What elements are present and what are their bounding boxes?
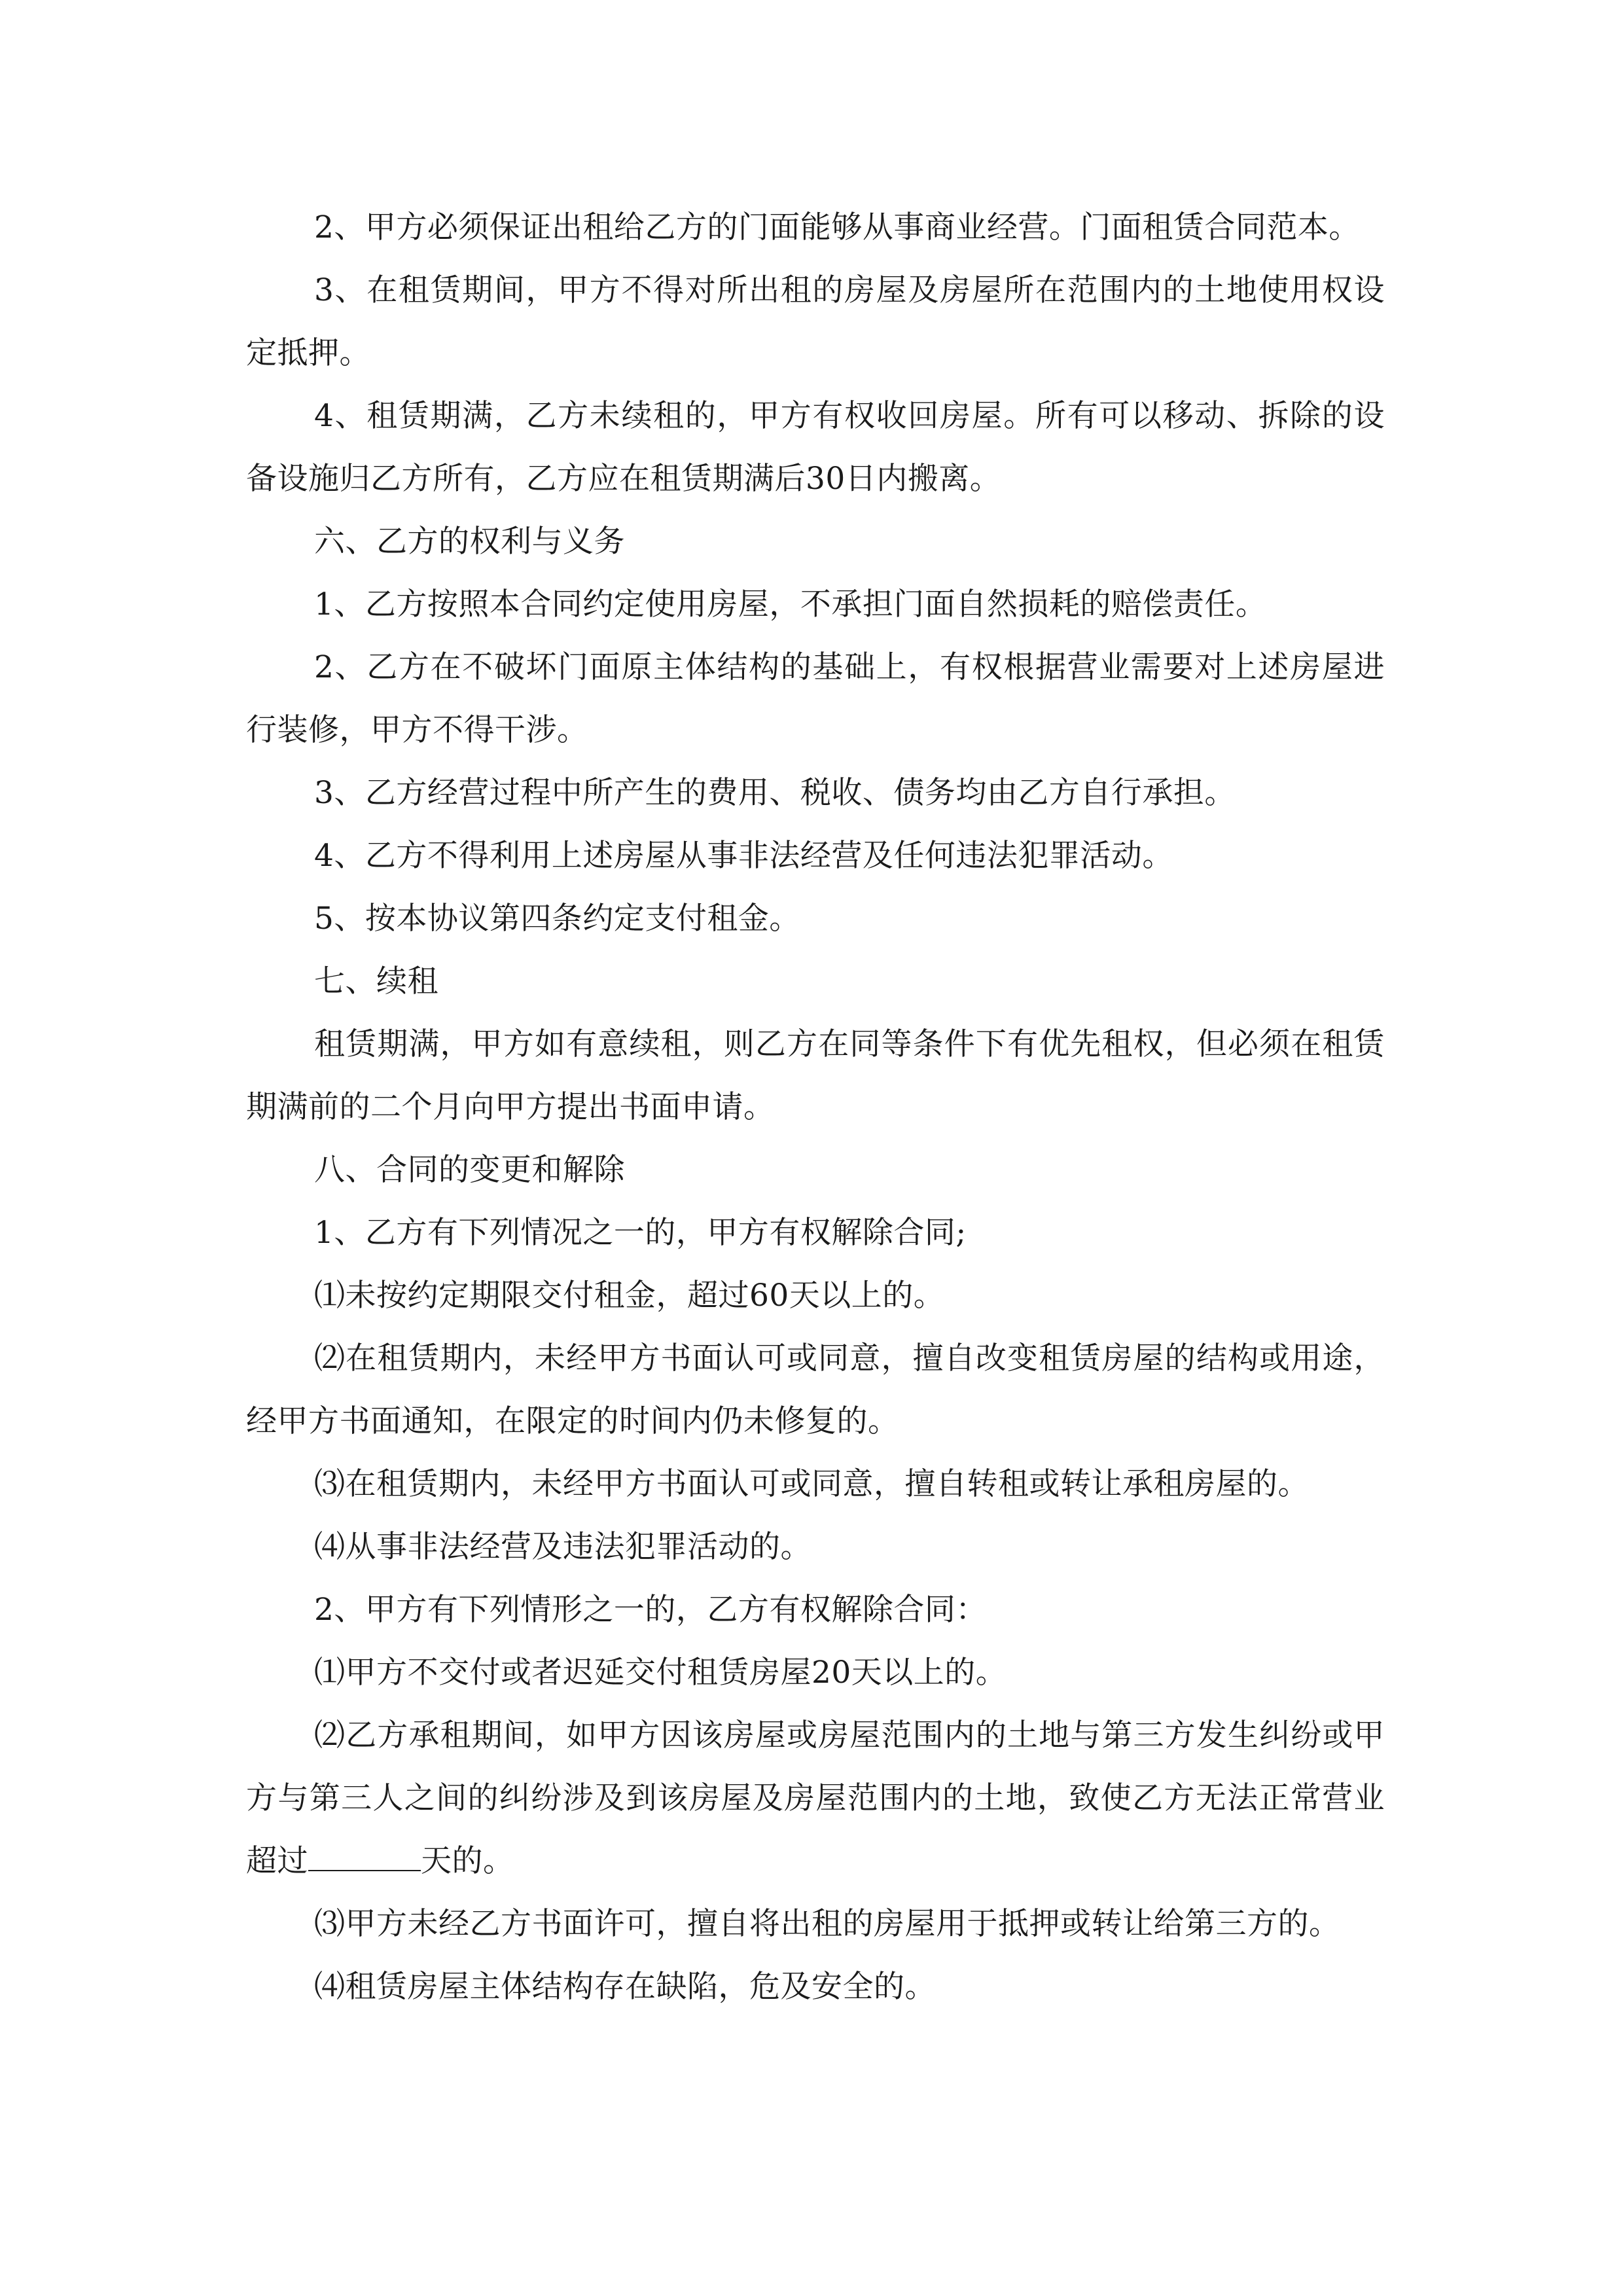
paragraph: 3、在租赁期间，甲方不得对所出租的房屋及房屋所在范围内的土地使用权设定抵押。 [246,272,1385,371]
paragraph-text-after-blank: 天的。 [421,1843,514,1879]
paragraph: 1、乙方有下列情况之一的，甲方有权解除合同; [314,1215,967,1251]
paragraph: ⑵在租赁期内，未经甲方书面认可或同意，擅自改变租赁房屋的结构或用途，经甲方书面通知，在限定的时间内仍未修复的。 [246,1340,1385,1439]
paragraph: ⑷租赁房屋主体结构存在缺陷，危及安全的。 [314,1969,936,2005]
paragraph: 2、甲方有下列情形之一的，乙方有权解除合同： [314,1592,987,1628]
paragraph-text-before-blank: ⑵乙方承租期间，如甲方因该房屋或房屋范围内的土地与第三方发生纠纷或甲方与第三人之间的纠纷涉及到该房屋及房屋范围内的土地，致使乙方无法正常营业超过 [246,1717,1385,1879]
section-heading: 六、乙方的权利与义务 [314,524,625,560]
paragraph: 4、租赁期满，乙方未续租的，甲方有权收回房屋。所有可以移动、拆除的设备设施归乙方所有，乙方应在租赁期满后30日内搬离。 [246,398,1385,497]
paragraph: 2、甲方必须保证出租给乙方的门面能够从事商业经营。门面租赁合同范本。 [314,209,1360,245]
document-body [246,196,1385,2018]
paragraph: ⑶在租赁期内，未经甲方书面认可或同意，擅自转租或转让承租房屋的。 [314,1466,1309,1502]
paragraph-with-blank [246,1704,1385,1893]
paragraph: ⑶甲方未经乙方书面许可，擅自将出租的房屋用于抵押或转让给第三方的。 [314,1906,1340,1942]
paragraph: 1、乙方按照本合同约定使用房屋，不承担门面自然损耗的赔偿责任。 [314,586,1267,622]
paragraph: ⑴未按约定期限交付租金，超过60天以上的。 [314,1278,945,1314]
paragraph: ⑴甲方不交付或者迟延交付租赁房屋20天以上的。 [314,1655,1007,1691]
paragraph: 5、按本协议第四条约定支付租金。 [314,901,800,937]
section-heading: 七、续租 [314,963,438,999]
fill-in-blank-line [308,1844,421,1871]
paragraph: 3、乙方经营过程中所产生的费用、税收、债务均由乙方自行承担。 [314,775,1236,811]
paragraph: 租赁期满，甲方如有意续租，则乙方在同等条件下有优先租权，但必须在租赁期满前的二个月向甲方提出书面申请。 [246,1026,1385,1125]
section-heading: 八、合同的变更和解除 [314,1152,625,1188]
paragraph: ⑷从事非法经营及违法犯罪活动的。 [314,1529,812,1565]
paragraph: 4、乙方不得利用上述房屋从事非法经营及任何违法犯罪活动。 [314,838,1173,874]
paragraph: 2、乙方在不破坏门面原主体结构的基础上，有权根据营业需要对上述房屋进行装修，甲方不得干涉。 [246,649,1385,748]
